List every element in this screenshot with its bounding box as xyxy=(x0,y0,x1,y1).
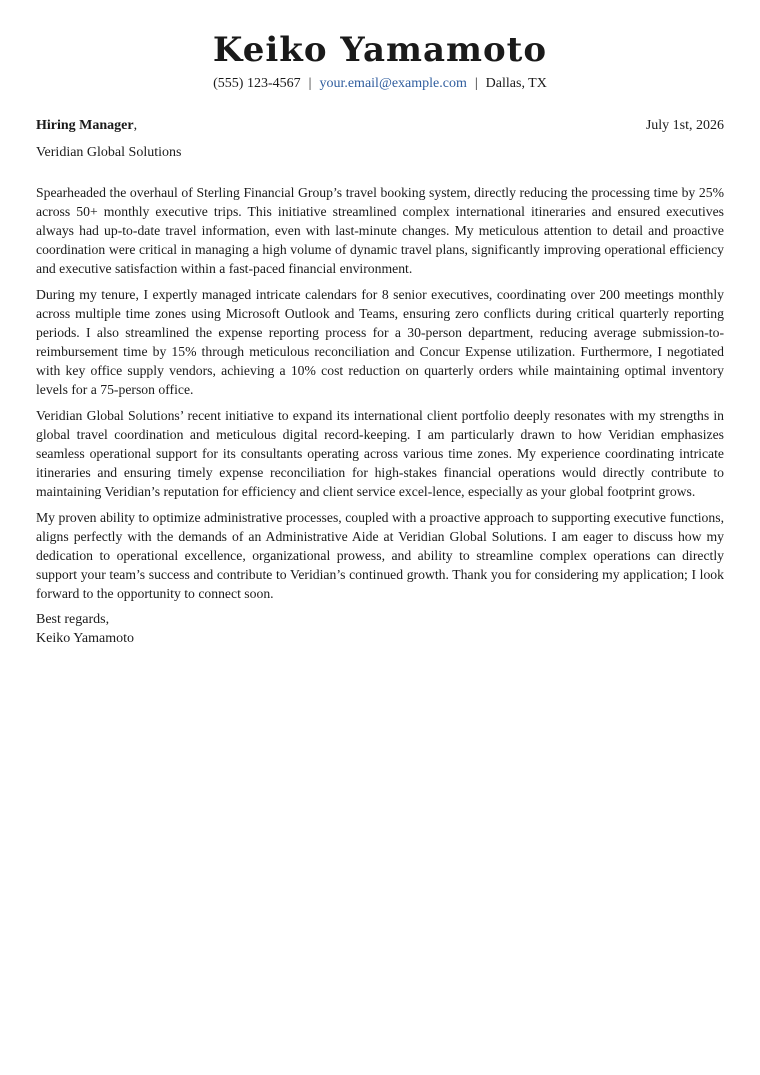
recipient-title-suffix: , xyxy=(133,118,138,133)
recipient-title: Hiring Manager xyxy=(36,118,134,133)
location: Dallas, TX xyxy=(485,76,547,91)
applicant-name: Keiko Yamamoto xyxy=(212,30,548,70)
body-paragraph: Veridian Global Solutions’ recent initiative to expand its international client portfolio deeply resonates with my strengths in global travel coordination and meticulous digital record-keeping. I am particularly drawn to how Veridian emphasizes seamless operational support for its consultants operating across various time zones. My experience coordinating intricate itineraries and ensuring timely expense reconciliation for high-stakes financial operations would directly contribute to maintaining Veridian’s reputation for efficiency and client service excel-lence, especially as your global footprint grows. xyxy=(36,408,724,499)
closing-signature: Keiko Yamamoto xyxy=(36,631,134,646)
recipient-greeting xyxy=(36,118,137,134)
letter-body xyxy=(36,183,724,603)
phone-number: (555) 123-4567 xyxy=(213,76,301,91)
body-paragraph: My proven ability to optimize administrative processes, coupled with a proactive approach to supporting executive functions, aligns perfectly with the demands of an Administrative Aide at Veridian Global Solutions. I am eager to discuss how my dedication to operational excellence, organizational prowess, and ability to streamline complex operations can directly support your team’s success and contribute to Veridian’s continued growth. Thank you for considering my application; I look forward to the opportunity to connect soon. xyxy=(36,510,724,601)
recipient-date-row xyxy=(36,118,724,134)
contact-line xyxy=(36,76,724,92)
body-paragraph: Spearheaded the overhaul of Sterling Financial Group’s travel booking system, directly reducing the processing time by 25% across 50+ monthly executive trips. This initiative streamlined complex international itineraries and ensured executives always had up-to-date travel information, even with last-minute changes. My meticulous attention to detail and proactive coordination were critical in managing a high volume of dynamic travel plans, significantly improving operational efficiency and executive satisfaction within a fast-paced financial environment. xyxy=(36,185,724,276)
recipient-company: Veridian Global Solutions xyxy=(36,145,182,160)
email-link[interactable]: your.email@example.com xyxy=(319,76,467,91)
letter-closing xyxy=(36,610,724,648)
closing-salutation: Best regards, xyxy=(36,612,110,627)
letter-date: July 1st, 2026 xyxy=(645,118,724,133)
body-paragraph: During my tenure, I expertly managed intricate calendars for 8 senior executives, coordinating over 200 meetings monthly across multiple time zones using Microsoft Outlook and Teams, ensuring zero conflicts during critical quarterly reporting periods. I also streamlined the expense reporting process for a 30-person department, reducing average submission-to-reimbursement time by 15% through meticulous reconciliation and Concur Expense utilization. Furthermore, I negotiated with key office supply vendors, achieving a 10% cost reduction on quarterly orders while maintaining optimal inventory levels for a 75-person office. xyxy=(36,287,724,397)
contact-separator: | xyxy=(308,76,312,91)
contact-separator: | xyxy=(474,76,478,91)
